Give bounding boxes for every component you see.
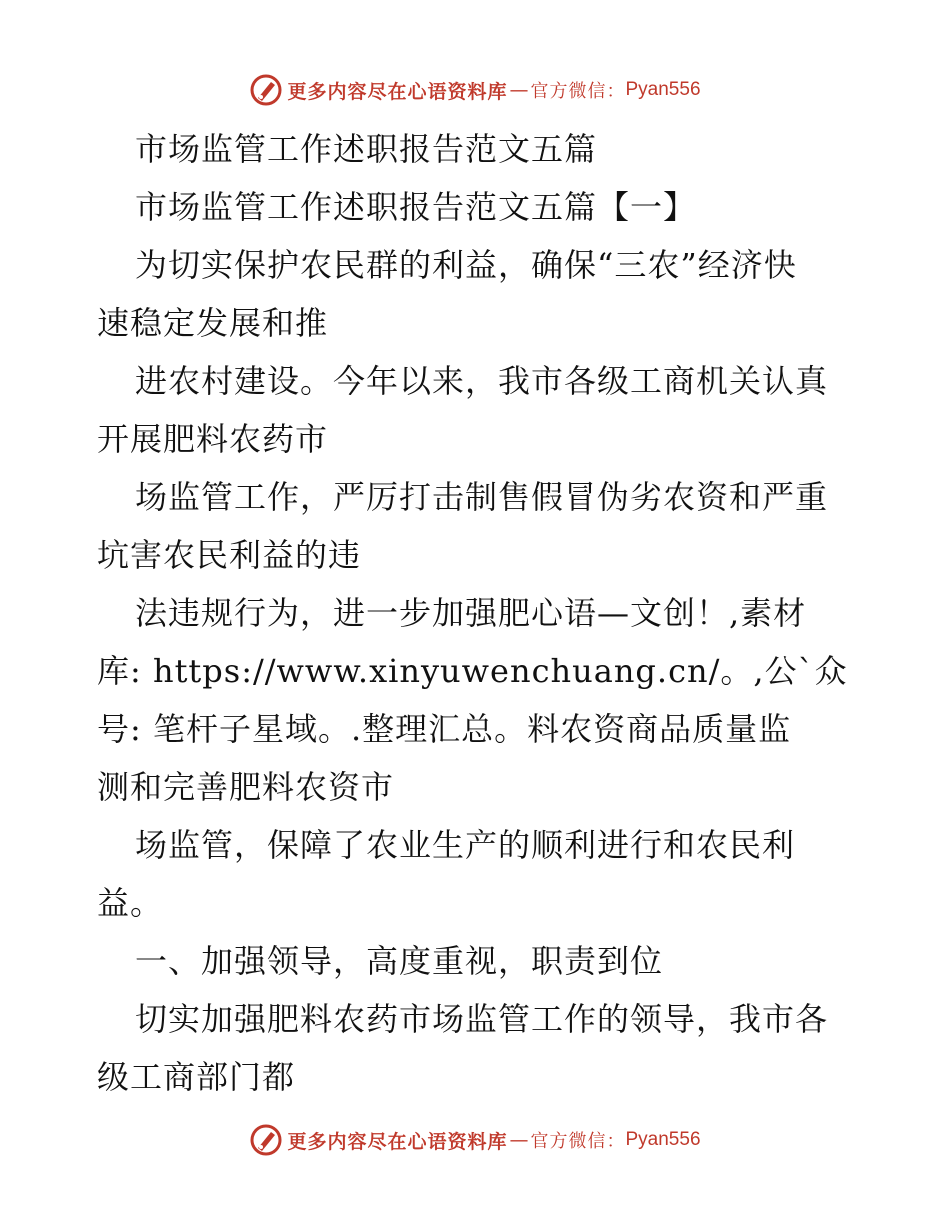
doc-line: 法违规行为，进一步加强肥心语—文创！,素材: [135, 594, 807, 632]
doc-line: 库: https://www.xinyuwenchuang.cn/。,公`众: [97, 652, 848, 690]
doc-line: 坑害农民利益的违: [97, 536, 362, 574]
doc-line: 市场监管工作述职报告范文五篇【一】: [135, 188, 697, 226]
banner-dash: —: [509, 1129, 529, 1151]
banner-dash: —: [509, 79, 529, 101]
doc-line: 速稳定发展和推: [97, 304, 329, 342]
doc-line: 号: 笔杆子星域。.整理汇总。料农资商品质量监: [97, 710, 792, 748]
doc-line: 益。: [97, 884, 164, 922]
doc-line: 进农村建设。今年以来，我市各级工商机关认真: [135, 362, 829, 400]
doc-line: 开展肥料农药市: [97, 420, 329, 458]
doc-line: 场监管，保障了农业生产的顺利进行和农民利: [135, 826, 796, 864]
banner-wechat-id: Pyan556: [625, 79, 701, 100]
footer-banner: [0, 1120, 950, 1160]
pen-logo-icon: [249, 1123, 283, 1157]
doc-line: 为切实保护农民群的利益，确保“三农”经济快: [135, 246, 797, 284]
doc-line: 切实加强肥料农药市场监管工作的领导，我市各: [135, 1000, 829, 1038]
document-body: [97, 120, 857, 1106]
doc-line: 场监管工作，严厉打击制售假冒伪劣农资和严重: [135, 478, 829, 516]
pen-logo-icon: [249, 73, 283, 107]
banner-sub-text: 官方微信：: [530, 81, 626, 102]
banner-main-text: 更多内容尽在心语资料库: [287, 1130, 508, 1153]
doc-line: 市场监管工作述职报告范文五篇: [135, 130, 598, 168]
banner-wechat-id: Pyan556: [625, 1129, 701, 1150]
doc-line: 一、加强领导，高度重视，职责到位: [135, 942, 664, 980]
header-banner: [0, 70, 950, 110]
doc-line: 测和完善肥料农资市: [97, 768, 395, 806]
banner-sub-text: 官方微信：: [530, 1131, 626, 1152]
banner-main-text: 更多内容尽在心语资料库: [287, 80, 508, 103]
doc-line: 级工商部门都: [97, 1058, 296, 1096]
